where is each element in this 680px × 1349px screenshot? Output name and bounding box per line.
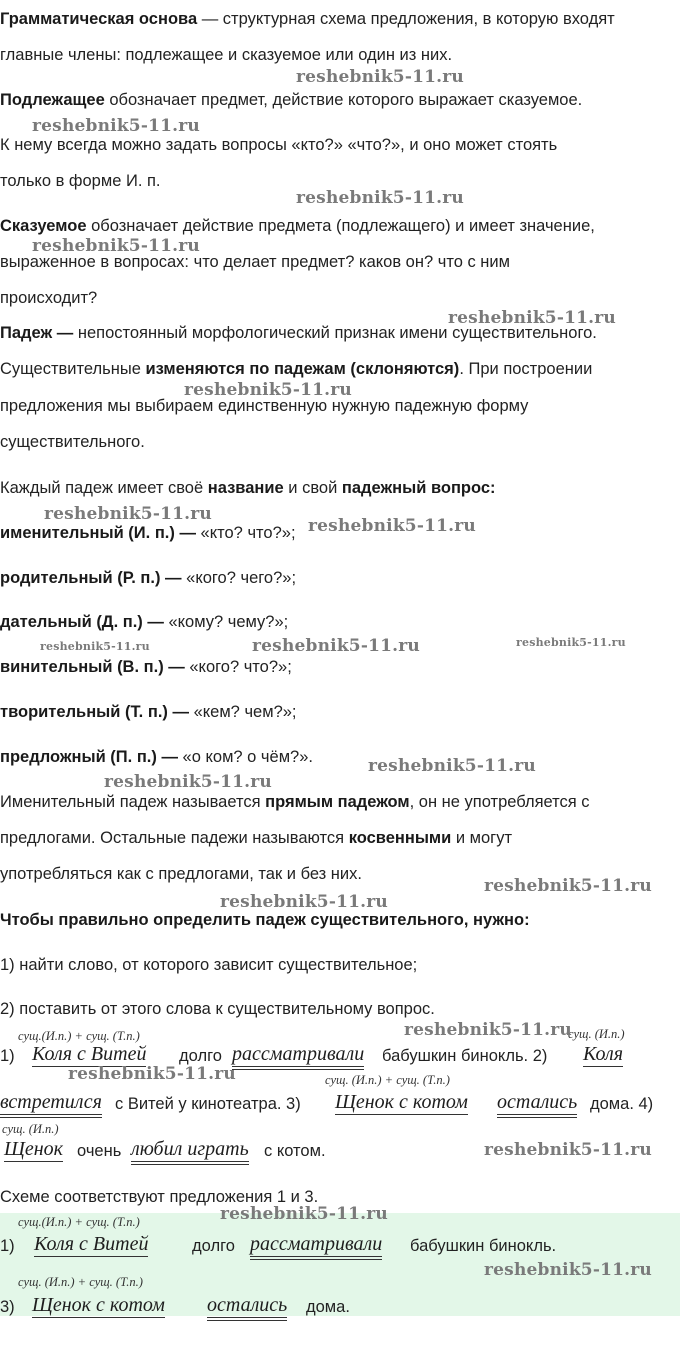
handwritten-predicate bbox=[207, 1293, 287, 1318]
case-question: «кого? чего?»; bbox=[181, 569, 297, 587]
text-part: предлогами. Остальные падежи называются bbox=[0, 829, 349, 847]
subject-underline: Щенок с котом bbox=[335, 1091, 468, 1113]
watermark: reshebnik5-11.ru bbox=[368, 756, 536, 776]
subject-underline: Коля с Витей bbox=[34, 1233, 149, 1255]
case-item-accusative bbox=[0, 657, 292, 678]
predicate-underline: остались bbox=[497, 1091, 577, 1118]
subject-underline: Коля bbox=[583, 1043, 624, 1065]
case-name: винительный (В. п.) — bbox=[0, 658, 185, 676]
handwritten-subject bbox=[34, 1232, 148, 1257]
watermark: reshebnik5-11.ru bbox=[184, 380, 352, 400]
definition-text: обозначает действие предмета (подлежащего) и имеет значение, bbox=[86, 217, 595, 235]
text-line: происходит? bbox=[0, 289, 98, 307]
watermark: reshebnik5-11.ru bbox=[308, 516, 476, 536]
watermark: reshebnik5-11.ru bbox=[404, 1020, 572, 1040]
watermark: reshebnik5-11.ru bbox=[220, 1204, 388, 1224]
text-part: : bbox=[490, 479, 496, 497]
howto-step-2: 2) поставить от этого слова к существительному вопрос. bbox=[0, 1000, 435, 1018]
watermark: reshebnik5-11.ru bbox=[516, 636, 626, 649]
bold-phrase: Чтобы правильно определить падеж существительного, нужно: bbox=[0, 911, 530, 929]
handwritten-predicate bbox=[250, 1232, 382, 1257]
watermark: reshebnik5-11.ru bbox=[104, 772, 272, 792]
watermark: reshebnik5-11.ru bbox=[252, 636, 420, 656]
text-part: 1) bbox=[0, 1047, 15, 1065]
case-item-prepositional bbox=[0, 747, 313, 768]
scheme-label: сущ.(И.п.) + сущ. (Т.п.) bbox=[18, 1215, 140, 1229]
text-part: Именительный падеж называется bbox=[0, 793, 266, 811]
handwritten-predicate bbox=[232, 1042, 364, 1067]
text-part: Каждый падеж имеет своё bbox=[0, 479, 208, 497]
text-line bbox=[0, 792, 590, 813]
watermark: reshebnik5-11.ru bbox=[448, 308, 616, 328]
text-part: долго bbox=[179, 1047, 222, 1065]
text-part: и могут bbox=[451, 829, 512, 847]
watermark: reshebnik5-11.ru bbox=[484, 876, 652, 896]
definition-text: обозначает предмет, действие которого выражает сказуемое. bbox=[104, 91, 583, 109]
cases-intro bbox=[0, 478, 496, 499]
predicate-underline: встретился bbox=[0, 1091, 102, 1118]
howto-step-1: 1) найти слово, от которого зависит существительное; bbox=[0, 956, 418, 974]
definition-grammar-basis bbox=[0, 9, 615, 30]
watermark: reshebnik5-11.ru bbox=[484, 1140, 652, 1160]
handwritten-subject bbox=[32, 1293, 165, 1318]
watermark: reshebnik5-11.ru bbox=[32, 116, 200, 136]
text-line: употребляться как с предлогами, так и без них. bbox=[0, 865, 362, 883]
case-question: «кем? чем?»; bbox=[189, 703, 297, 721]
case-name: именительный (И. п.) — bbox=[0, 524, 196, 542]
scheme-label: сущ. (И.п.) + сущ. (Т.п.) bbox=[325, 1073, 450, 1087]
scheme-label: сущ.(И.п.) + сущ. (Т.п.) bbox=[18, 1029, 140, 1043]
case-item-genitive bbox=[0, 568, 296, 589]
watermark: reshebnik5-11.ru bbox=[220, 892, 388, 912]
case-question: «кто? что?»; bbox=[195, 524, 296, 542]
text-part: с котом. bbox=[264, 1142, 326, 1160]
handwritten-subject bbox=[4, 1137, 63, 1162]
case-item-dative bbox=[0, 612, 288, 633]
text-part: 1) bbox=[0, 1237, 15, 1255]
case-question: «кому? чему?»; bbox=[163, 613, 289, 631]
case-name: предложный (П. п.) — bbox=[0, 748, 178, 766]
scheme-label: сущ. (И.п.) + сущ. (Т.п.) bbox=[18, 1275, 143, 1289]
predicate-underline: рассматривали bbox=[232, 1043, 364, 1070]
text-line: только в форме И. п. bbox=[0, 172, 161, 190]
watermark: reshebnik5-11.ru bbox=[40, 640, 150, 653]
predicate-underline: любил играть bbox=[131, 1138, 249, 1165]
text-line: выраженное в вопросах: что делает предмет? каков он? что с ним bbox=[0, 253, 510, 271]
text-line: главные члены: подлежащее и сказуемое или один из них. bbox=[0, 46, 453, 64]
subject-underline: Щенок с котом bbox=[32, 1294, 165, 1316]
term-predicate: Сказуемое bbox=[0, 217, 87, 235]
text-line: существительного. bbox=[0, 433, 145, 451]
case-item-nominative bbox=[0, 523, 296, 544]
text-line bbox=[0, 359, 592, 380]
text-part: долго bbox=[192, 1237, 235, 1255]
text-part: 3) bbox=[0, 1298, 15, 1316]
case-name: дательный (Д. п.) — bbox=[0, 613, 164, 631]
handwritten-predicate bbox=[497, 1090, 577, 1115]
subject-underline: Коля с Витей bbox=[32, 1043, 147, 1065]
case-question: «кого? что?»; bbox=[184, 658, 292, 676]
term-case: Падеж — bbox=[0, 324, 74, 342]
case-name: родительный (Р. п.) — bbox=[0, 569, 182, 587]
bold-phrase: название bbox=[207, 479, 284, 497]
text-part: бабушкин бинокль. 2) bbox=[382, 1047, 548, 1065]
text-part: . При построении bbox=[459, 360, 593, 378]
bold-phrase: косвенными bbox=[348, 829, 452, 847]
handwritten-subject bbox=[583, 1042, 623, 1067]
text-line bbox=[0, 828, 512, 849]
text-part: , он не употребляется с bbox=[409, 793, 590, 811]
text-part: дома. bbox=[306, 1298, 350, 1316]
watermark: reshebnik5-11.ru bbox=[32, 236, 200, 256]
definition-predicate bbox=[0, 216, 595, 237]
definition-subject bbox=[0, 90, 582, 111]
scheme-label: сущ. (И.п.) bbox=[568, 1027, 625, 1041]
handwritten-predicate bbox=[0, 1090, 102, 1115]
predicate-underline: рассматривали bbox=[250, 1233, 382, 1260]
case-name: творительный (Т. п.) — bbox=[0, 703, 189, 721]
watermark: reshebnik5-11.ru bbox=[296, 67, 464, 87]
case-item-instrumental bbox=[0, 702, 297, 723]
text-part: очень bbox=[77, 1142, 122, 1160]
predicate-underline: остались bbox=[207, 1294, 287, 1321]
bold-phrase: падежный вопрос bbox=[341, 479, 491, 497]
watermark: reshebnik5-11.ru bbox=[68, 1064, 236, 1084]
text-line: К нему всегда можно задать вопросы «кто?» «что?», и оно может стоять bbox=[0, 136, 558, 154]
text-part: с Витей у кинотеатра. 3) bbox=[115, 1095, 301, 1113]
handwritten-subject bbox=[335, 1090, 468, 1115]
definition-text: непостоянный морфологический признак имени существительного. bbox=[73, 324, 597, 342]
term-subject: Подлежащее bbox=[0, 91, 105, 109]
conclusion: Схеме соответствуют предложения 1 и 3. bbox=[0, 1188, 319, 1206]
term-grammar-basis: Грамматическая основа bbox=[0, 10, 198, 28]
definition-text: — структурная схема предложения, в которую входят bbox=[197, 10, 615, 28]
subject-underline: Щенок bbox=[4, 1138, 64, 1160]
text-part: и свой bbox=[283, 479, 342, 497]
text-part: дома. 4) bbox=[590, 1095, 654, 1113]
case-question: «о ком? о чём?». bbox=[177, 748, 313, 766]
text-line: предложения мы выбираем единственную нужную падежную форму bbox=[0, 397, 529, 415]
text-part: бабушкин бинокль. bbox=[410, 1237, 557, 1255]
scheme-label: сущ. (И.п.) bbox=[2, 1122, 59, 1136]
watermark: reshebnik5-11.ru bbox=[44, 504, 212, 524]
handwritten-predicate bbox=[131, 1137, 249, 1162]
bold-phrase: изменяются по падежам (склоняются) bbox=[145, 360, 460, 378]
watermark: reshebnik5-11.ru bbox=[296, 188, 464, 208]
watermark: reshebnik5-11.ru bbox=[484, 1260, 652, 1280]
text-part: Существительные bbox=[0, 360, 146, 378]
bold-phrase: прямым падежом bbox=[265, 793, 410, 811]
